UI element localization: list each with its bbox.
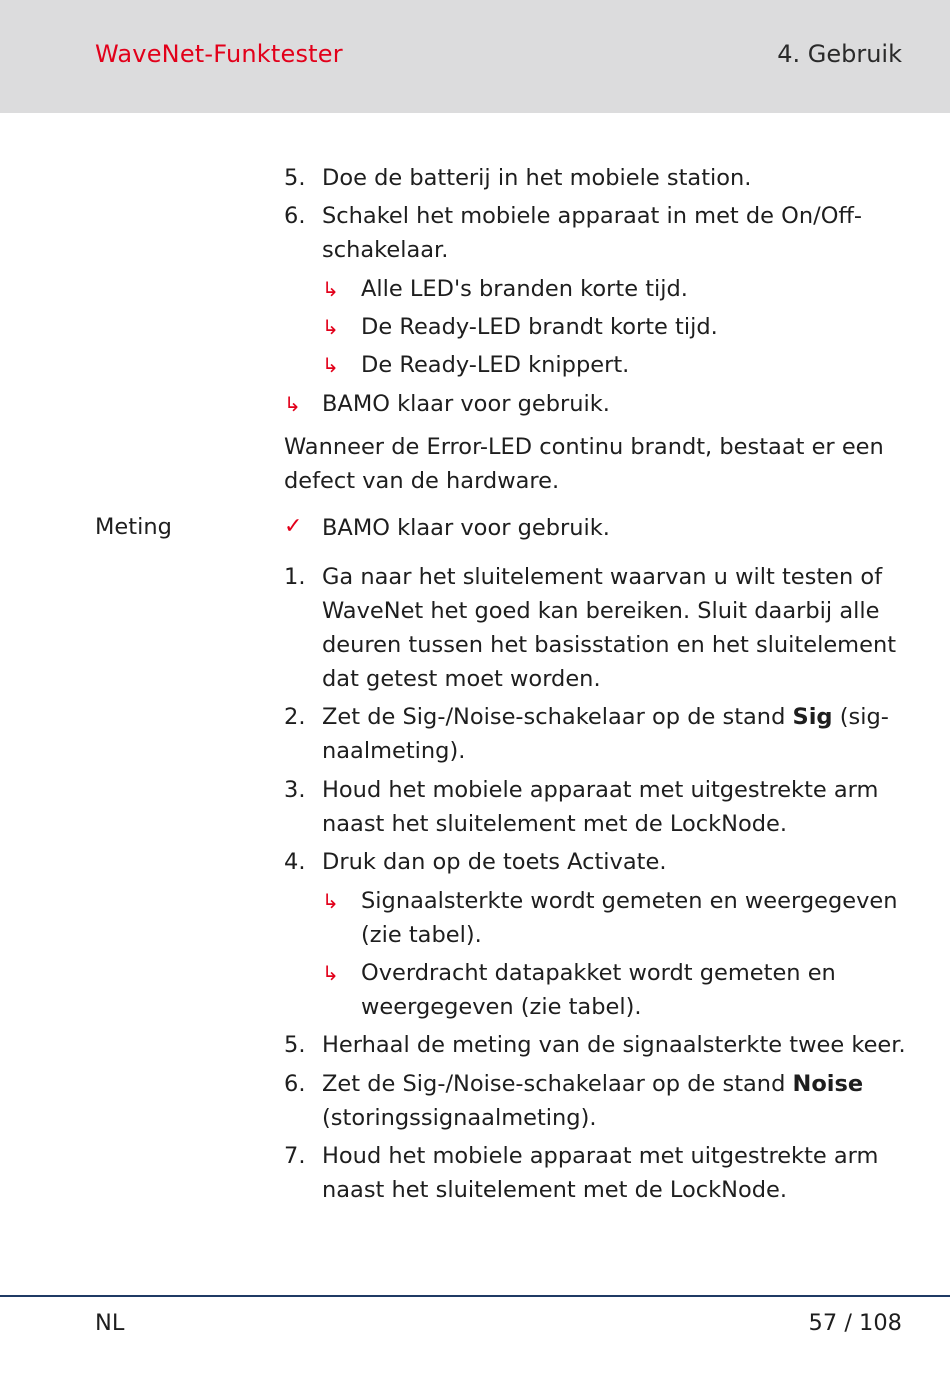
footer-language: NL [95, 1310, 125, 1336]
step-text: schakelaar. [322, 237, 449, 263]
footer-divider [0, 1295, 950, 1297]
step-text: Schakel het mobiele apparaat in met de On/Off- [322, 203, 863, 229]
step-text: Doe de batterij in het mobiele station. [322, 165, 752, 191]
step-text: Herhaal de meting van de signaalsterkte twee keer. [322, 1032, 906, 1058]
result-arrow-icon: ↳ [322, 353, 339, 377]
step-text: (storingssignaalmeting). [322, 1105, 597, 1131]
section-label-meting: Meting [95, 514, 172, 540]
note-text: defect van de hardware. [284, 468, 560, 494]
final-result-text: BAMO klaar voor gebruik. [322, 391, 610, 417]
step-text: Druk dan op de toets Activate. [322, 849, 667, 875]
step-text-part: (sig- [832, 704, 889, 730]
result-arrow-icon: ↳ [284, 392, 301, 416]
note-text: Wanneer de Error-LED continu brandt, bestaat er een [284, 434, 884, 460]
page-header [0, 0, 950, 113]
switch-setting-noise: Noise [792, 1071, 864, 1097]
footer-page-number: 57 / 108 [808, 1310, 902, 1336]
step-number: 6. [284, 1071, 306, 1097]
step-number: 5. [284, 1032, 306, 1058]
step-text: WaveNet het goed kan bereiken. Sluit daarbij alle [322, 598, 880, 624]
document-title: WaveNet-Funktester [95, 40, 343, 68]
result-arrow-icon: ↳ [322, 889, 339, 913]
step-number: 4. [284, 849, 306, 875]
result-text: De Ready-LED brandt korte tijd. [361, 314, 718, 340]
step-number: 3. [284, 777, 306, 803]
step-number: 5. [284, 165, 306, 191]
result-text: Signaalsterkte wordt gemeten en weergegeven [361, 888, 898, 914]
step-text: naast het sluitelement met de LockNode. [322, 1177, 788, 1203]
step-text [322, 700, 889, 734]
chapter-title: 4. Gebruik [777, 40, 902, 68]
result-text: weergegeven (zie tabel). [361, 994, 642, 1020]
step-text-part: Zet de Sig-/Noise-schakelaar op de stand [322, 1071, 793, 1097]
check-icon: ✓ [284, 514, 303, 539]
result-arrow-icon: ↳ [322, 277, 339, 301]
precondition-text: BAMO klaar voor gebruik. [322, 515, 610, 541]
result-text: De Ready-LED knippert. [361, 352, 630, 378]
step-text [322, 1067, 863, 1101]
step-number: 7. [284, 1143, 306, 1169]
step-number: 6. [284, 203, 306, 229]
result-text: (zie tabel). [361, 922, 482, 948]
step-text: Ga naar het sluitelement waarvan u wilt testen of [322, 564, 883, 590]
step-text: naast het sluitelement met de LockNode. [322, 811, 788, 837]
step-text: Houd het mobiele apparaat met uitgestrekte arm [322, 777, 879, 803]
step-text: Houd het mobiele apparaat met uitgestrekte arm [322, 1143, 879, 1169]
step-number: 2. [284, 704, 306, 730]
result-text: Alle LED's branden korte tijd. [361, 276, 688, 302]
step-text: naalmeting). [322, 738, 466, 764]
step-text: dat getest moet worden. [322, 666, 601, 692]
switch-setting-sig: Sig [792, 704, 833, 730]
result-arrow-icon: ↳ [322, 961, 339, 985]
step-text-part: Zet de Sig-/Noise-schakelaar op de stand [322, 704, 793, 730]
result-arrow-icon: ↳ [322, 315, 339, 339]
step-text: deuren tussen het basisstation en het sluitelement [322, 632, 897, 658]
result-text: Overdracht datapakket wordt gemeten en [361, 960, 836, 986]
step-number: 1. [284, 564, 306, 590]
